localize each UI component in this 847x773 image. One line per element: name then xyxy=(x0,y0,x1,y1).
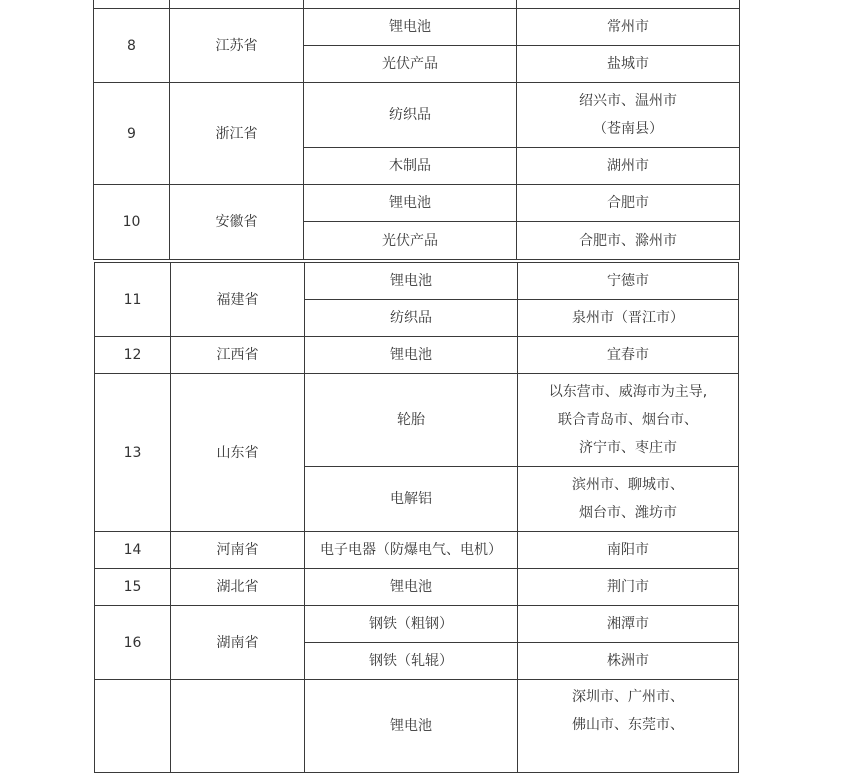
cell-province: 山东省 xyxy=(171,374,305,532)
table-row xyxy=(95,532,739,569)
city-line: （苍南县） xyxy=(593,121,663,137)
cell-industry: 轮胎 xyxy=(305,374,518,467)
cell-industry xyxy=(304,0,517,9)
cell-number xyxy=(94,0,170,9)
table-row xyxy=(95,263,739,300)
cell-province: 湖北省 xyxy=(171,569,305,606)
table-row xyxy=(95,374,739,467)
table-row xyxy=(94,0,740,9)
cell-industry: 锂电池 xyxy=(305,680,518,773)
cell-industry: 纺织品 xyxy=(304,83,517,148)
cell-number: 11 xyxy=(95,263,171,337)
cell-province: 湖南省 xyxy=(171,606,305,680)
cell-industry: 钢铁（粗钢） xyxy=(305,606,518,643)
cell-number: 15 xyxy=(95,569,171,606)
cell-industry: 光伏产品 xyxy=(304,222,517,260)
cell-industry: 锂电池 xyxy=(304,9,517,46)
cell-number: 9 xyxy=(94,83,170,185)
cell-cities: 合肥市、滁州市 xyxy=(517,222,740,260)
cell-industry: 锂电池 xyxy=(305,263,518,300)
city-line: 深圳市、广州市、 xyxy=(572,689,684,705)
cell-cities: 南阳市 xyxy=(518,532,739,569)
cell-number xyxy=(95,680,171,773)
cell-cities: 常州市 xyxy=(517,9,740,46)
cell-number: 10 xyxy=(94,185,170,260)
table-row xyxy=(95,606,739,643)
city-line: 联合青岛市、烟台市、 xyxy=(558,412,698,428)
cell-province: 福建省 xyxy=(171,263,305,337)
cell-industry: 纺织品 xyxy=(305,300,518,337)
cell-cities xyxy=(517,83,740,148)
table-row xyxy=(95,337,739,374)
cell-province xyxy=(170,0,304,9)
cell-industry: 木制品 xyxy=(304,148,517,185)
city-line: 济宁市、枣庄市 xyxy=(579,440,677,456)
cell-province: 浙江省 xyxy=(170,83,304,185)
cell-cities: 宜春市 xyxy=(518,337,739,374)
city-line: 以东营市、威海市为主导, xyxy=(548,384,708,400)
cell-industry: 电子电器（防爆电气、电机） xyxy=(305,532,518,569)
industry-table-bottom xyxy=(94,262,739,773)
city-line: 绍兴市、温州市 xyxy=(579,93,677,109)
cell-industry: 光伏产品 xyxy=(304,46,517,83)
table-row xyxy=(94,9,740,46)
city-line: 滨州市、聊城市、 xyxy=(572,477,684,493)
cell-cities: 泉州市（晋江市） xyxy=(518,300,739,337)
table-row xyxy=(95,569,739,606)
cell-cities xyxy=(518,374,739,467)
cell-industry: 锂电池 xyxy=(305,569,518,606)
cell-cities: 合肥市 xyxy=(517,185,740,222)
table-row xyxy=(94,185,740,222)
city-line: 烟台市、潍坊市 xyxy=(579,505,677,521)
cell-industry: 锂电池 xyxy=(304,185,517,222)
cell-number: 16 xyxy=(95,606,171,680)
table-row xyxy=(94,83,740,148)
cell-industry: 锂电池 xyxy=(305,337,518,374)
industry-table-top xyxy=(93,0,740,260)
city-line: 佛山市、东莞市、 xyxy=(572,717,684,733)
cell-number: 14 xyxy=(95,532,171,569)
cell-cities: 株洲市 xyxy=(518,643,739,680)
cell-number: 8 xyxy=(94,9,170,83)
cell-industry: 电解铝 xyxy=(305,467,518,532)
cell-cities: 宁德市 xyxy=(518,263,739,300)
cell-cities xyxy=(517,0,740,9)
cell-industry: 钢铁（轧辊） xyxy=(305,643,518,680)
cell-cities: 湘潭市 xyxy=(518,606,739,643)
cell-province: 河南省 xyxy=(171,532,305,569)
cell-province xyxy=(171,680,305,773)
cell-province: 江西省 xyxy=(171,337,305,374)
cell-cities xyxy=(518,467,739,532)
cell-number: 12 xyxy=(95,337,171,374)
table-row xyxy=(95,680,739,773)
cell-cities: 荆门市 xyxy=(518,569,739,606)
cell-cities: 盐城市 xyxy=(517,46,740,83)
cell-province: 安徽省 xyxy=(170,185,304,260)
cell-cities xyxy=(518,680,739,773)
cell-number: 13 xyxy=(95,374,171,532)
cell-province: 江苏省 xyxy=(170,9,304,83)
cell-cities: 湖州市 xyxy=(517,148,740,185)
